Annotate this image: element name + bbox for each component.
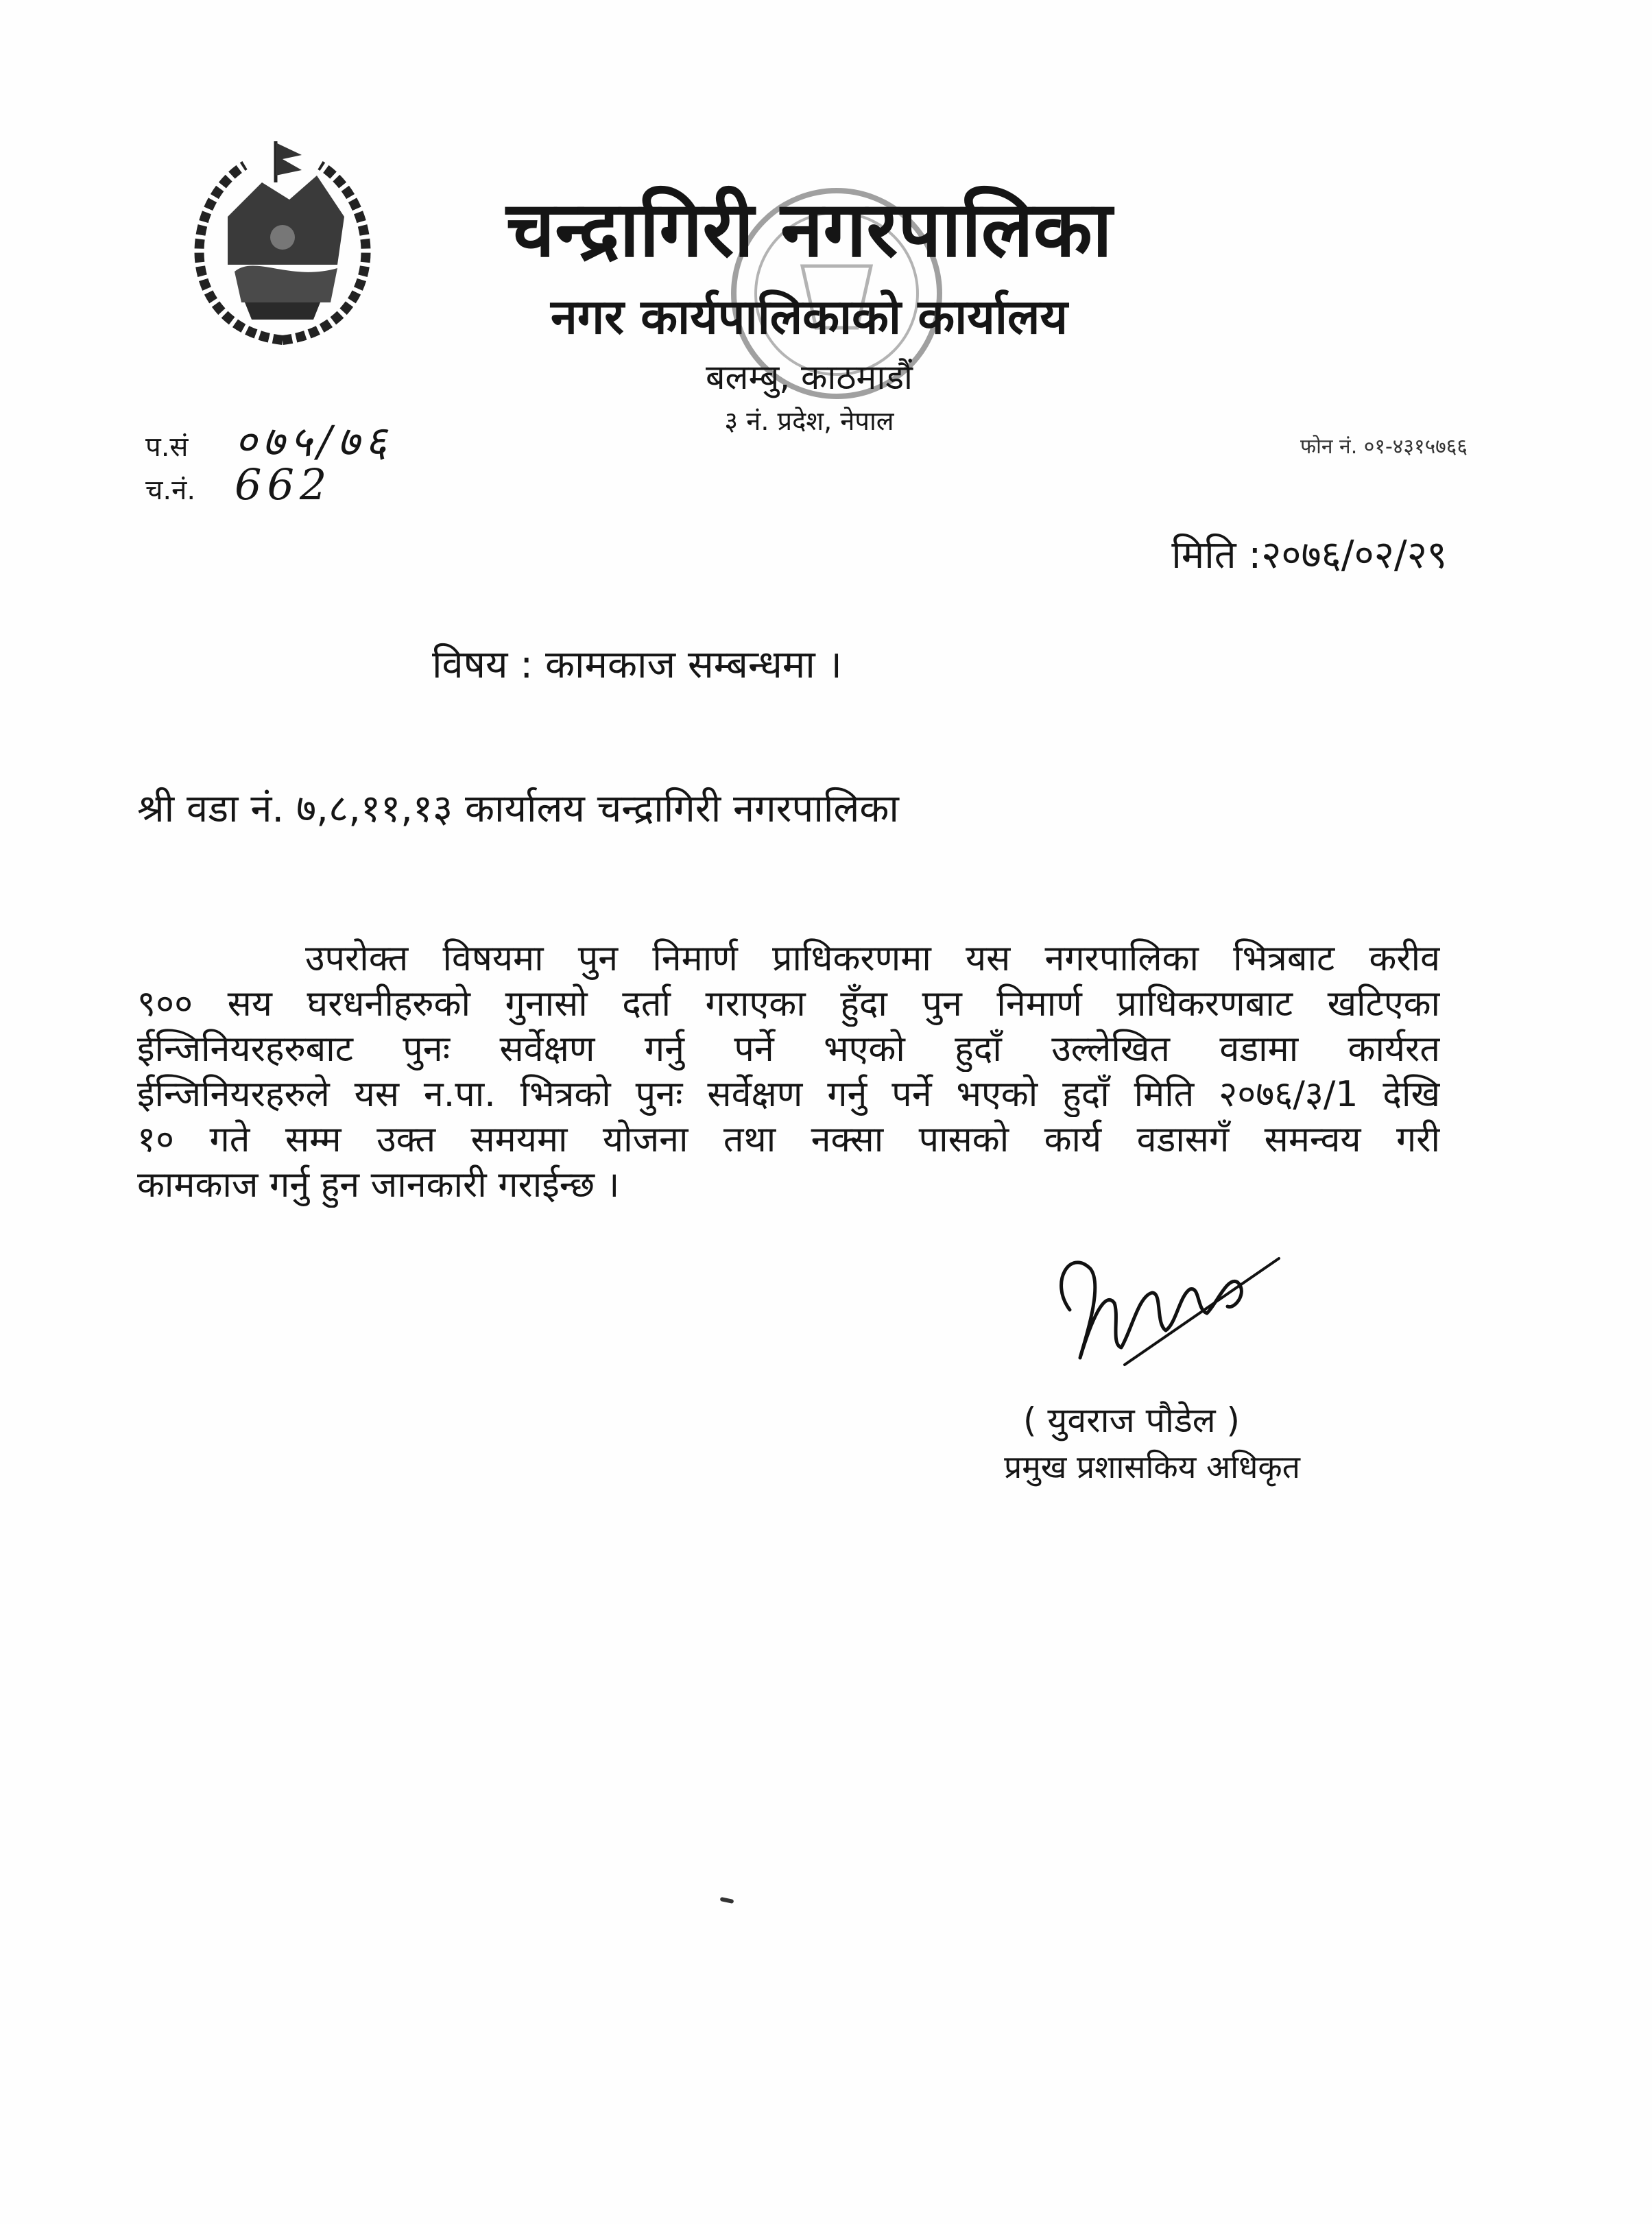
body-line: कामकाज गर्नु हुन जानकारी गराईन्छ । <box>137 1164 620 1206</box>
office-province: ३ नं. प्रदेश, नेपाल <box>724 406 894 436</box>
dispatch-number-label: च.नं. <box>145 475 196 506</box>
body-line: १० गते सम्म उक्त समयमा योजना तथा नक्सा पासको कार्य वडासगँ समन्वय गरी <box>137 1119 1440 1160</box>
office-address: बलम्बु, काठमाडौं <box>706 357 913 397</box>
letter-number-value: ०७५/७६ <box>235 416 393 466</box>
phone-number: फोन नं. ०१-४३१५७६६ <box>1300 435 1468 459</box>
letter-subject: विषय : कामकाज सम्बन्धमा । <box>432 643 842 687</box>
reference-block <box>145 411 557 510</box>
body-line: ईन्जिनियरहरुबाट पुनः सर्वेक्षण गर्नु पर्ने भएको हुदाँ उल्लेखित वडामा कार्यरत <box>137 1029 1440 1070</box>
office-name: नगर कार्यपालिकाको कार्यालय <box>550 289 1068 345</box>
dispatch-number-value: 662 <box>235 459 333 510</box>
letter-body <box>137 936 1440 1208</box>
organization-name: चन्द्रागिरी नगरपालिका <box>506 185 1112 274</box>
letter-addressee: श्री वडा नं. ७,८,११,१३ कार्यालय चन्द्रागिरी नगरपालिका <box>137 787 899 831</box>
scan-speck <box>720 1897 734 1904</box>
body-line: ईन्जिनियरहरुले यस न.पा. भित्रको पुनः सर्वेक्षण गर्नु पर्ने भएको हुदाँ मिति २०७६/३/1 देखि <box>137 1074 1440 1115</box>
letter-date: मिति :२०७६/०२/२९ <box>1171 533 1447 577</box>
signature-icon <box>1042 1228 1289 1378</box>
letter-number-label: प.सं <box>145 431 189 463</box>
nepal-emblem-icon <box>180 134 385 354</box>
signatory-name: ( युवराज पौडेल ) <box>1023 1400 1240 1440</box>
body-line: ९०० सय घरधनीहरुको गुनासो दर्ता गराएका हुँदा पुन निमार्ण प्राधिकरणबाट खटिएका <box>137 983 1440 1025</box>
signatory-title: प्रमुख प्रशासकिय अधिकृत <box>1004 1448 1300 1485</box>
letter-number-row <box>145 411 557 466</box>
body-line: उपरोक्त विषयमा पुन निमार्ण प्राधिकरणमा यस नगरपालिका भित्रबाट करीव <box>305 938 1440 979</box>
